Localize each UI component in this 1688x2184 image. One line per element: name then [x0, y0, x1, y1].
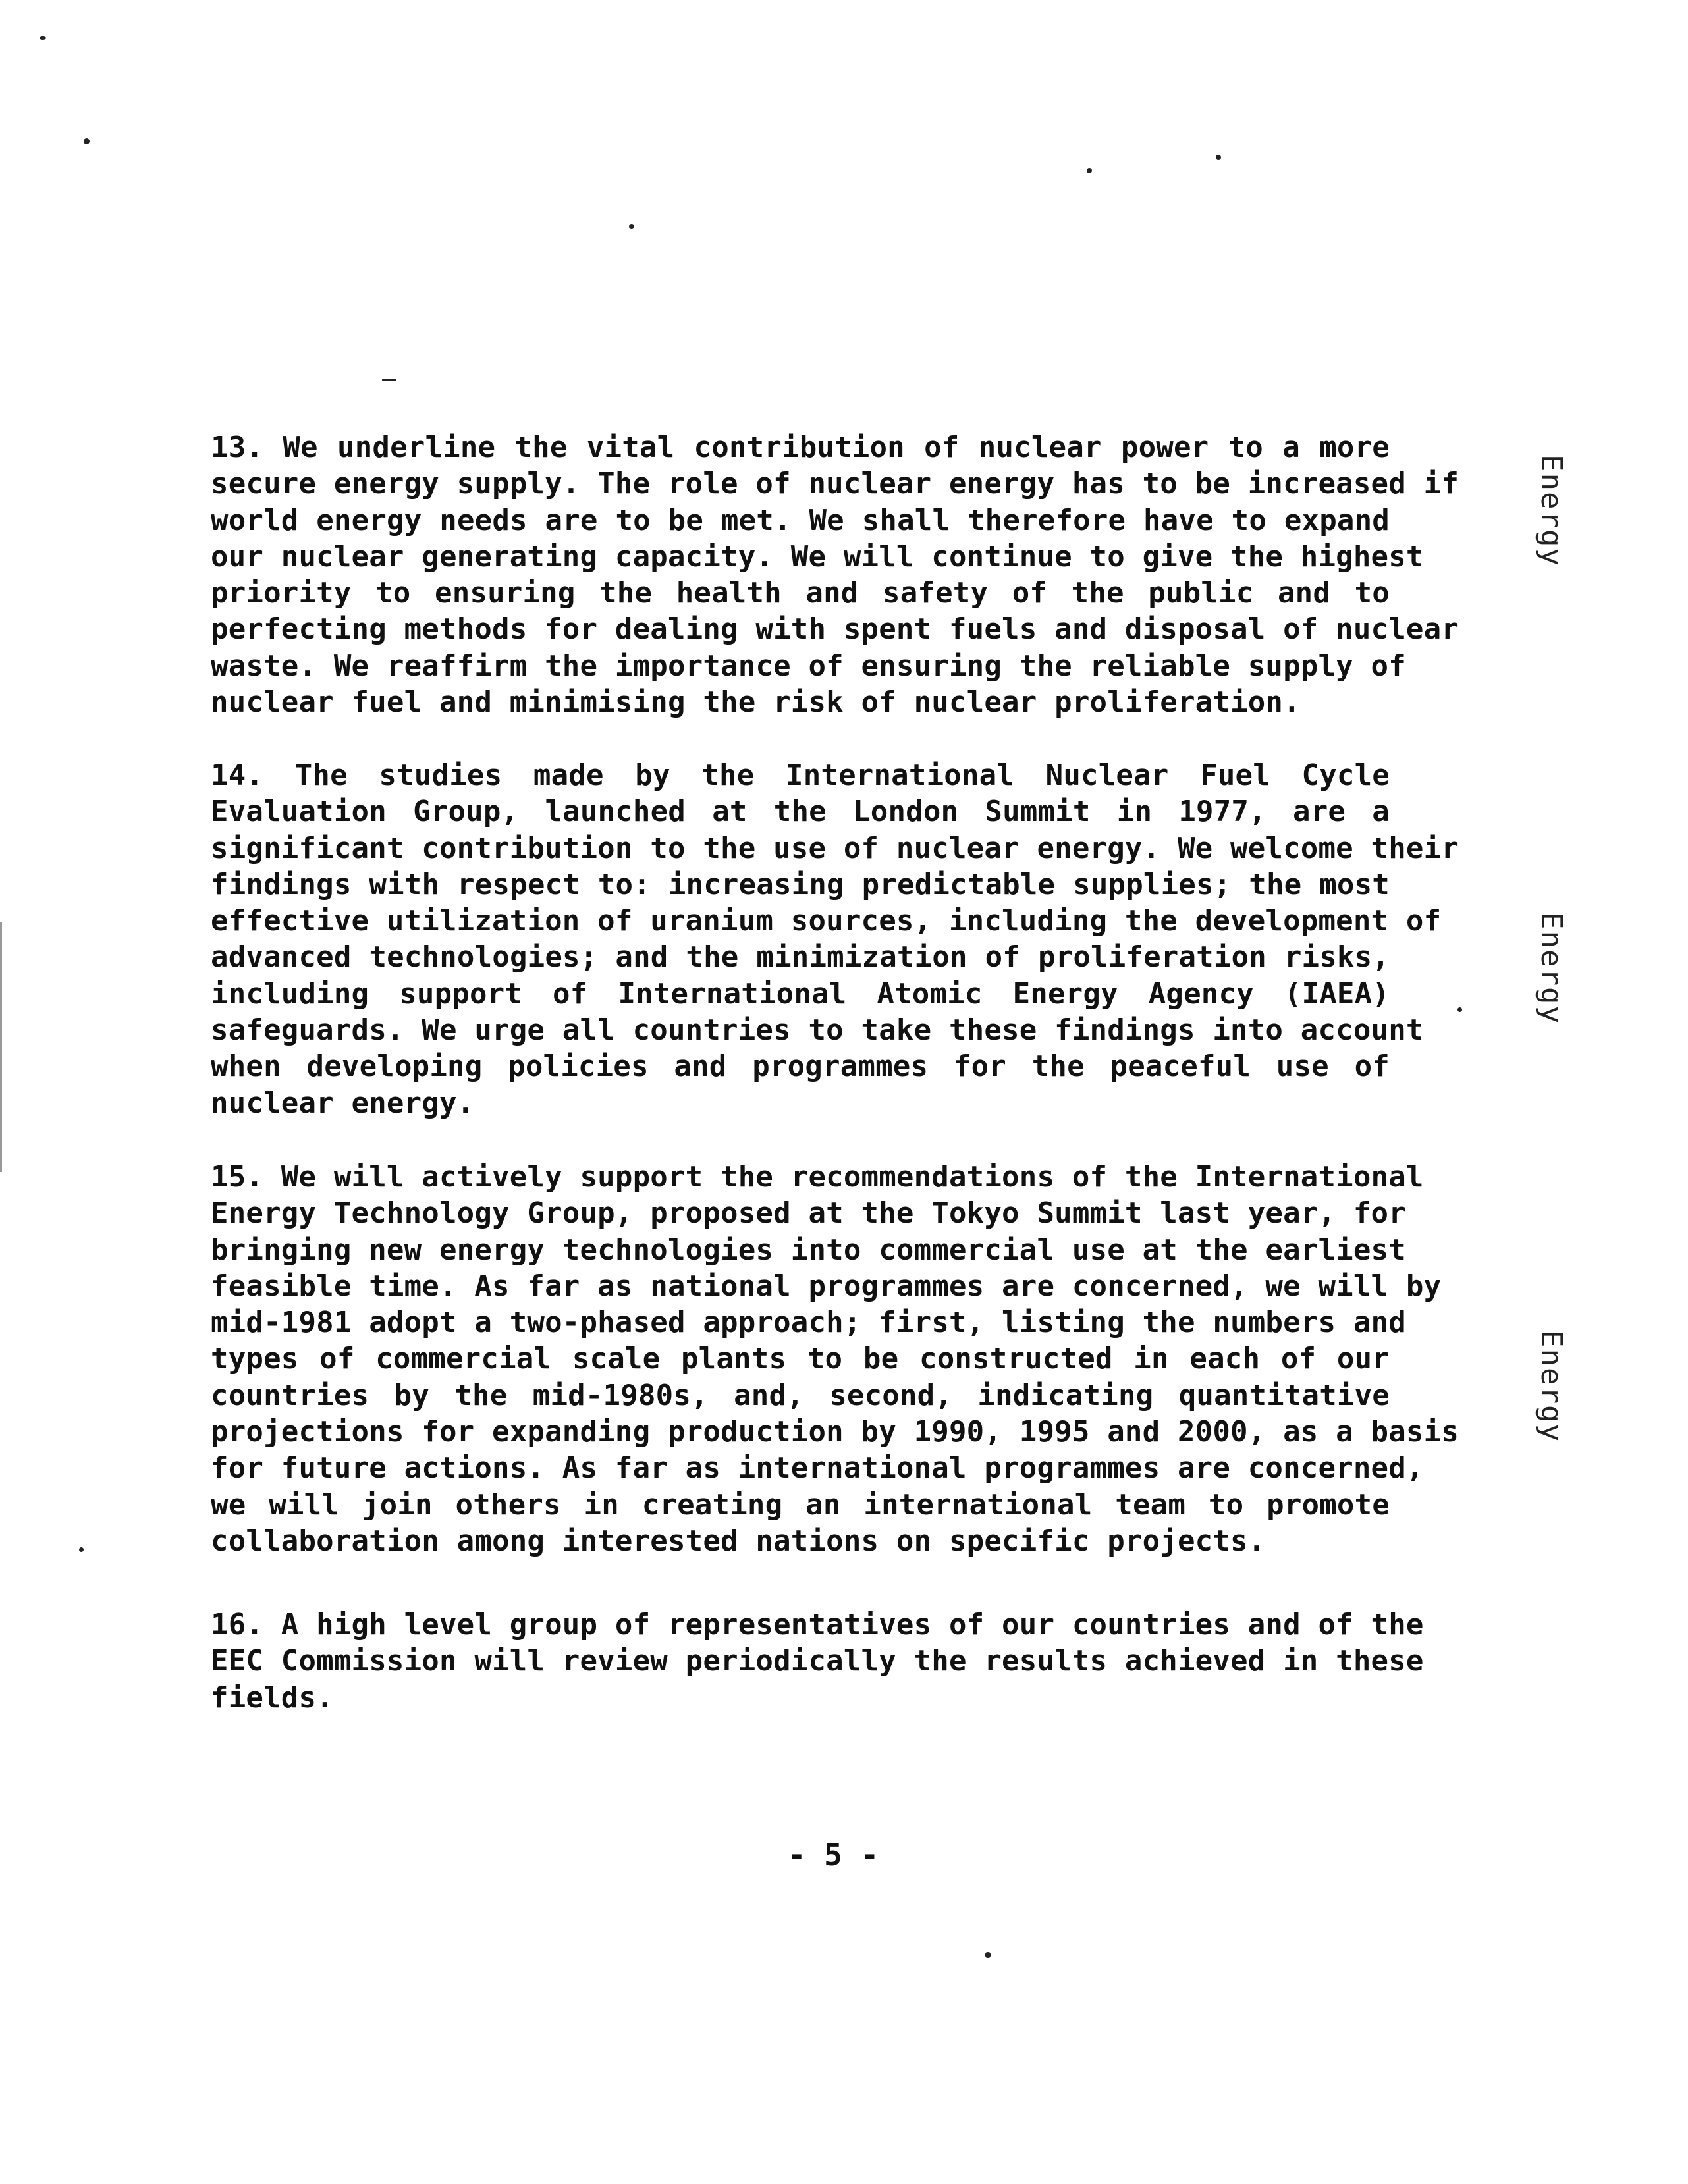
- paragraph-line: secure energy supply. The role of nuclear energy has to be increased if: [211, 467, 1459, 501]
- paragraph-line: Energy Technology Group, proposed at the Tokyo Summit last year, for: [211, 1196, 1406, 1231]
- paragraph-line: types of commercial scale plants to be constructed in each of our: [211, 1342, 1390, 1376]
- paragraph-line: for future actions. As far as international programmes are concerned,: [211, 1451, 1424, 1485]
- paragraph-line: collaboration among interested nations on specific projects.: [211, 1524, 1266, 1558]
- scan-speck: [79, 1547, 84, 1552]
- paragraph-line: including support of International Atomic Energy Agency (IAEA): [211, 976, 1390, 1011]
- paragraph-line: waste. We reaffirm the importance of ensuring the reliable supply of: [211, 649, 1406, 683]
- paragraph-line: countries by the mid-1980s, and, second, indicating quantitative: [211, 1378, 1390, 1412]
- paragraph-line: nuclear fuel and minimising the risk of nuclear proliferation.: [211, 685, 1301, 720]
- margin-label-energy: Energy: [1535, 912, 1568, 1025]
- scan-speck: [985, 1952, 991, 1958]
- paragraph-line: mid-1981 adopt a two-phased approach; first, listing the numbers and: [211, 1306, 1406, 1340]
- margin-label-energy: Energy: [1535, 454, 1568, 567]
- paragraph-line: safeguards. We urge all countries to take these findings into account: [211, 1013, 1424, 1048]
- paragraph-line: world energy needs are to be met. We shall therefore have to expand: [211, 503, 1390, 537]
- paragraph-line: when developing policies and programmes for the peaceful use of: [211, 1050, 1390, 1084]
- paragraph-line: 16. A high level group of representatives of our countries and of the: [211, 1608, 1424, 1641]
- paragraph-line: findings with respect to: increasing predictable supplies; the most: [211, 867, 1390, 901]
- scan-edge-line: [0, 922, 2, 1172]
- paragraph-line: fields.: [211, 1680, 334, 1715]
- page-number: - 5 -: [787, 1837, 879, 1873]
- paragraph-14: [211, 757, 1459, 1121]
- paragraph-line: perfecting methods for dealing with spent fuels and disposal of nuclear: [211, 612, 1459, 647]
- scan-speck: [1087, 168, 1092, 173]
- paragraph-line: 14. The studies made by the International Nuclear Fuel Cycle: [211, 759, 1390, 792]
- scan-speck: [1216, 155, 1221, 160]
- paragraph-line: effective utilization of uranium sources, including the development of: [211, 904, 1442, 938]
- paragraph-line: feasible time. As far as national programmes are concerned, we will by: [211, 1269, 1442, 1303]
- scan-speck: [382, 379, 396, 381]
- paragraph-line: advanced technologies; and the minimization of proliferation risks,: [211, 940, 1390, 974]
- paragraph-line: Evaluation Group, launched at the London Summit in 1977, are a: [211, 795, 1390, 829]
- paragraph-line: our nuclear generating capacity. We will continue to give the highest: [211, 539, 1424, 573]
- paragraph-line: EEC Commission will review periodically the results achieved in these: [211, 1644, 1424, 1678]
- paragraph-16: [211, 1607, 1424, 1716]
- paragraph-line: we will join others in creating an international team to promote: [211, 1487, 1390, 1522]
- scan-speck: [629, 224, 634, 229]
- paragraph-15: [211, 1159, 1459, 1559]
- paragraph-line: priority to ensuring the health and safety of the public and to: [211, 576, 1390, 610]
- scan-speck: [1457, 1007, 1462, 1012]
- paragraph-line: significant contribution to the use of nuclear energy. We welcome their: [211, 831, 1459, 865]
- paragraph-line: projections for expanding production by 1990, 1995 and 2000, as a basis: [211, 1415, 1459, 1449]
- paragraph-line: 13. We underline the vital contribution of nuclear power to a more: [211, 431, 1390, 464]
- paragraph-line: nuclear energy.: [211, 1086, 475, 1120]
- scan-speck: [40, 36, 46, 40]
- margin-label-energy: Energy: [1535, 1330, 1568, 1443]
- paragraph-line: 15. We will actively support the recommendations of the International: [211, 1160, 1424, 1194]
- paragraph-13: [211, 429, 1459, 720]
- scan-speck: [84, 138, 90, 144]
- paragraph-line: bringing new energy technologies into commercial use at the earliest: [211, 1233, 1406, 1267]
